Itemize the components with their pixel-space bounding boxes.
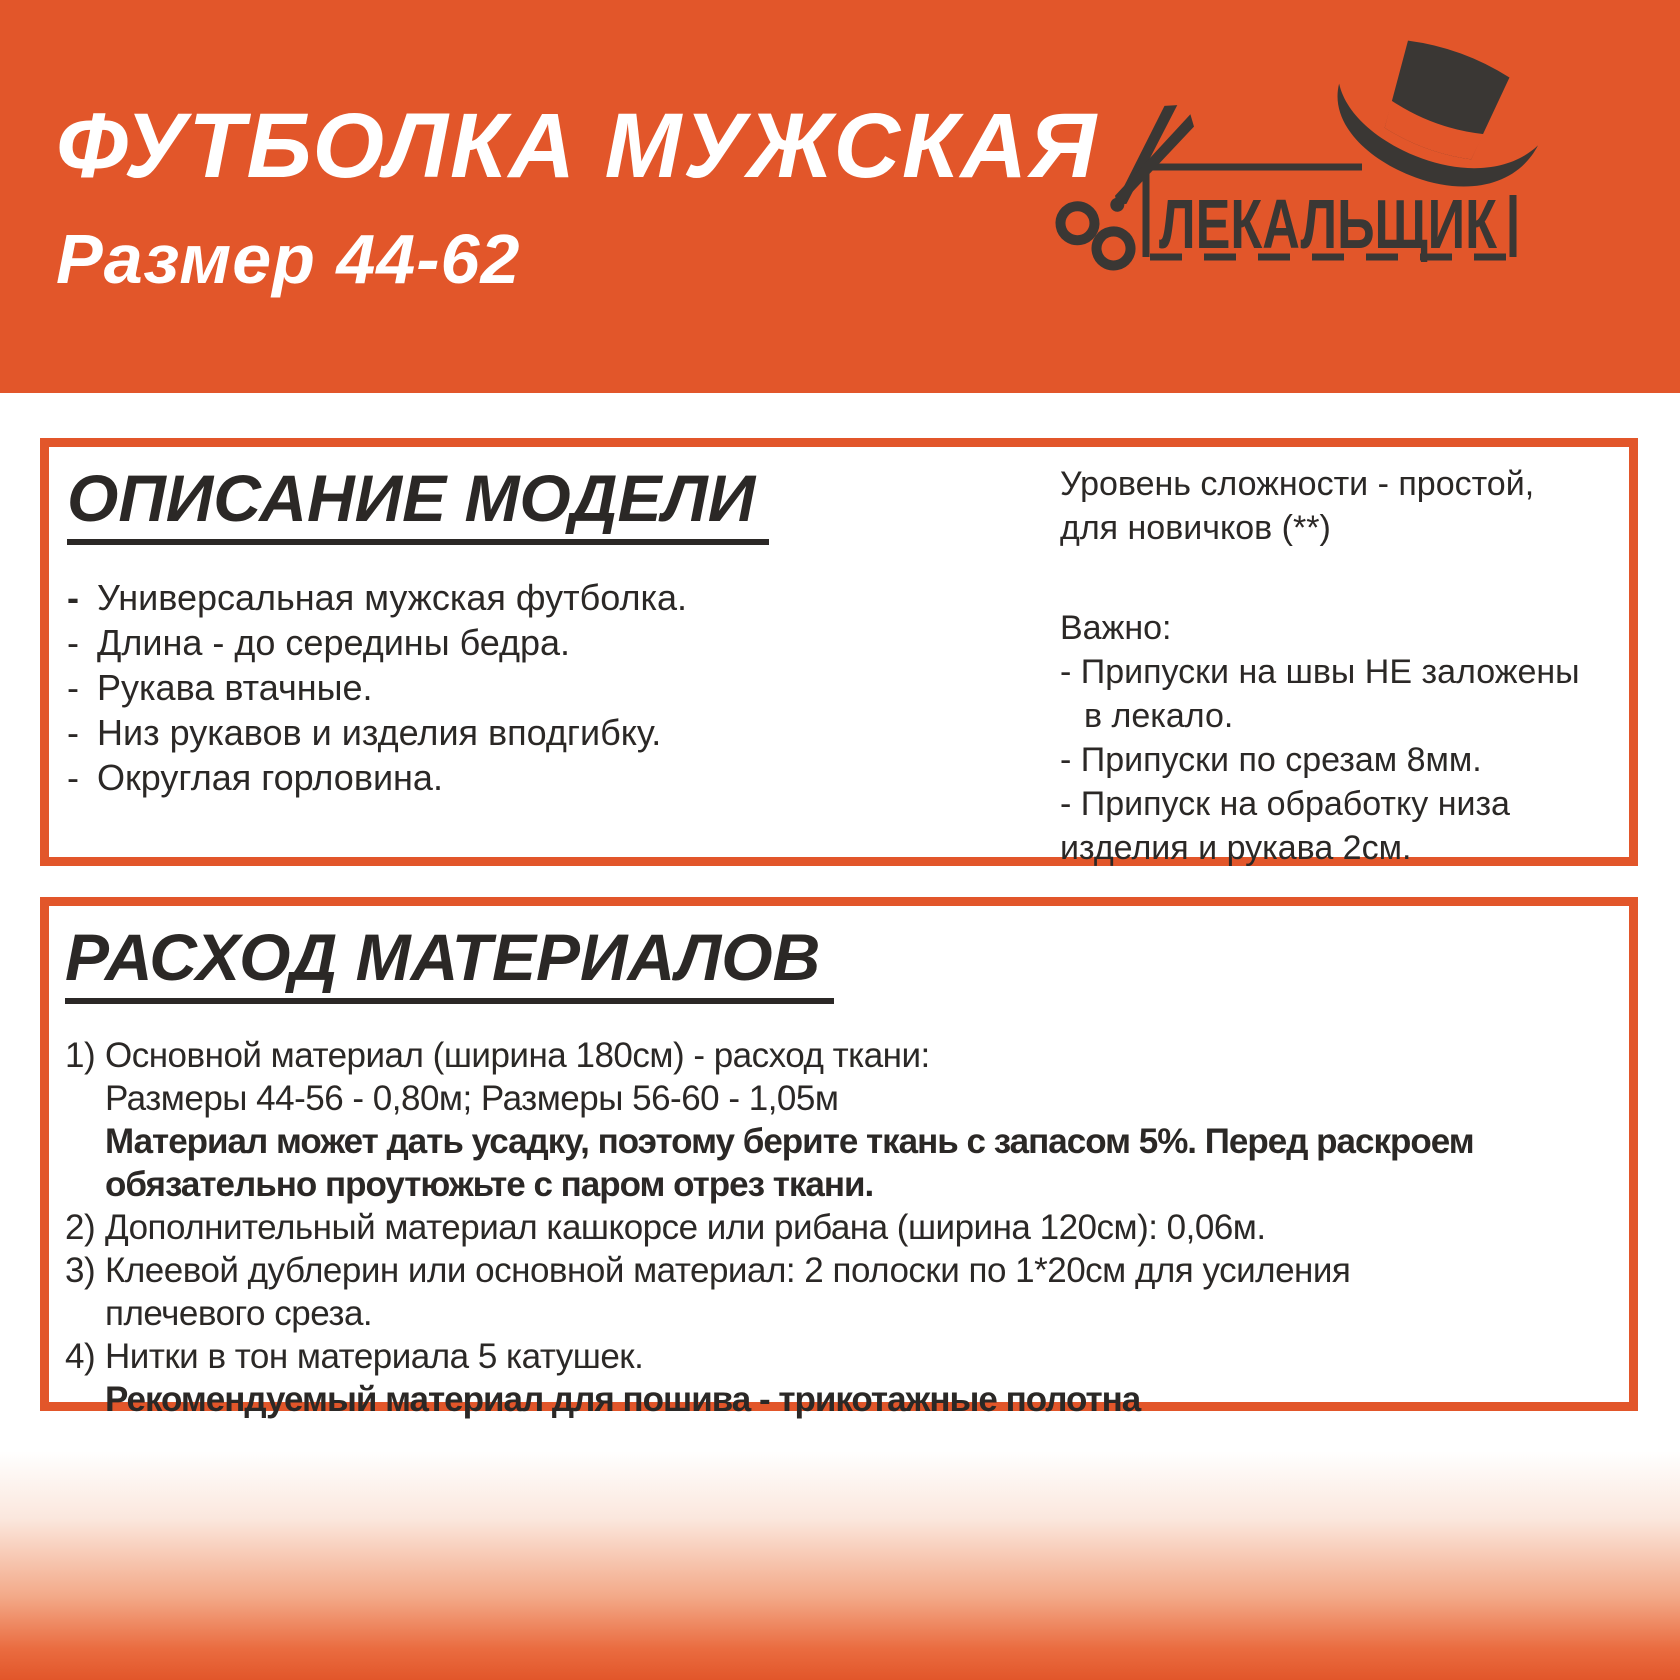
item-number: [65, 1120, 105, 1163]
materials-title-text: РАСХОД МАТЕРИАЛОВ: [65, 922, 834, 1004]
item-text: Нитки в тон материала 5 катушек.: [105, 1337, 644, 1377]
note-line: - Припуски по срезам 8мм.: [1060, 741, 1482, 779]
page-title: ФУТБОЛКА МУЖСКАЯ: [56, 95, 1099, 197]
difficulty-line: для новичков (**): [1060, 509, 1331, 547]
note-line: в лекало.: [1084, 697, 1234, 735]
brand-logo: [990, 40, 1550, 320]
note-line: - Припуск на обработку низа: [1060, 785, 1510, 823]
item-number: [65, 1077, 105, 1120]
top-hat-icon: [1318, 18, 1559, 213]
item-number: 4): [65, 1337, 96, 1377]
list-item: [65, 1120, 1629, 1163]
item-number: 3): [65, 1251, 96, 1291]
list-item: [65, 1378, 1629, 1421]
list-item: [65, 1034, 1629, 1077]
note-line: изделия и рукава 2см.: [1060, 829, 1412, 867]
page-subtitle: Размер 44-62: [56, 220, 521, 298]
description-section: [40, 438, 1638, 866]
materials-column: [49, 906, 1629, 1421]
bullet-marker: -: [67, 757, 79, 799]
item-number: 1): [65, 1036, 96, 1076]
list-item: [65, 1249, 1629, 1292]
note-line: - Припуски на швы НЕ заложены: [1060, 653, 1580, 691]
bullet-text: Длина - до середины бедра.: [97, 622, 571, 664]
item-text: Рекомендуемый материал для пошива - трикотажные полотна: [105, 1380, 1141, 1420]
difficulty-line: Уровень сложности - простой,: [1060, 465, 1535, 503]
materials-section: [40, 897, 1638, 1420]
list-item: [65, 1077, 1629, 1120]
bullet-text: Округлая горловина.: [97, 757, 443, 799]
item-number: [65, 1292, 105, 1335]
item-text: Клеевой дублерин или основной материал: 2 полоски по 1*20см для усиления: [105, 1251, 1351, 1291]
item-number: [65, 1163, 105, 1206]
footer-gradient: [0, 1420, 1680, 1680]
bullet-marker: -: [67, 577, 79, 619]
bullet-marker: -: [67, 667, 79, 709]
bullet-text: Низ рукавов и изделия вподгибку.: [97, 712, 662, 754]
item-text: плечевого среза.: [105, 1294, 373, 1334]
item-text: Размеры 44-56 - 0,80м; Размеры 56-60 - 1,05м: [105, 1079, 839, 1119]
list-item: [65, 1335, 1629, 1378]
description-title-text: ОПИСАНИЕ МОДЕЛИ: [67, 463, 769, 545]
list-item: [65, 1206, 1629, 1249]
item-number: [65, 1378, 105, 1421]
bullet-marker: -: [67, 712, 79, 754]
item-text: Дополнительный материал кашкорсе или рибана (ширина 120см): 0,06м.: [105, 1208, 1266, 1248]
bullet-text: Рукава втачные.: [97, 667, 373, 709]
bullet-text: Универсальная мужская футболка.: [97, 577, 688, 619]
item-text: Материал может дать усадку, поэтому берите ткань с запасом 5%. Перед раскроем: [105, 1122, 1474, 1162]
bullet-marker: -: [67, 622, 79, 664]
important-label: Важно:: [1060, 609, 1172, 647]
list-item: [65, 1292, 1629, 1335]
list-item: [65, 1163, 1629, 1206]
header-band: [0, 0, 1680, 393]
logo-text: ЛЕКАЛЬЩИК: [1159, 185, 1498, 263]
item-text: Основной материал (ширина 180см) - расход ткани:: [105, 1036, 930, 1076]
notes-column: [1060, 462, 1635, 870]
materials-title: [65, 922, 1629, 1004]
item-number: 2): [65, 1208, 96, 1248]
item-text: обязательно проутюжьте с паром отрез ткани.: [105, 1165, 874, 1205]
materials-list: [65, 1034, 1629, 1421]
